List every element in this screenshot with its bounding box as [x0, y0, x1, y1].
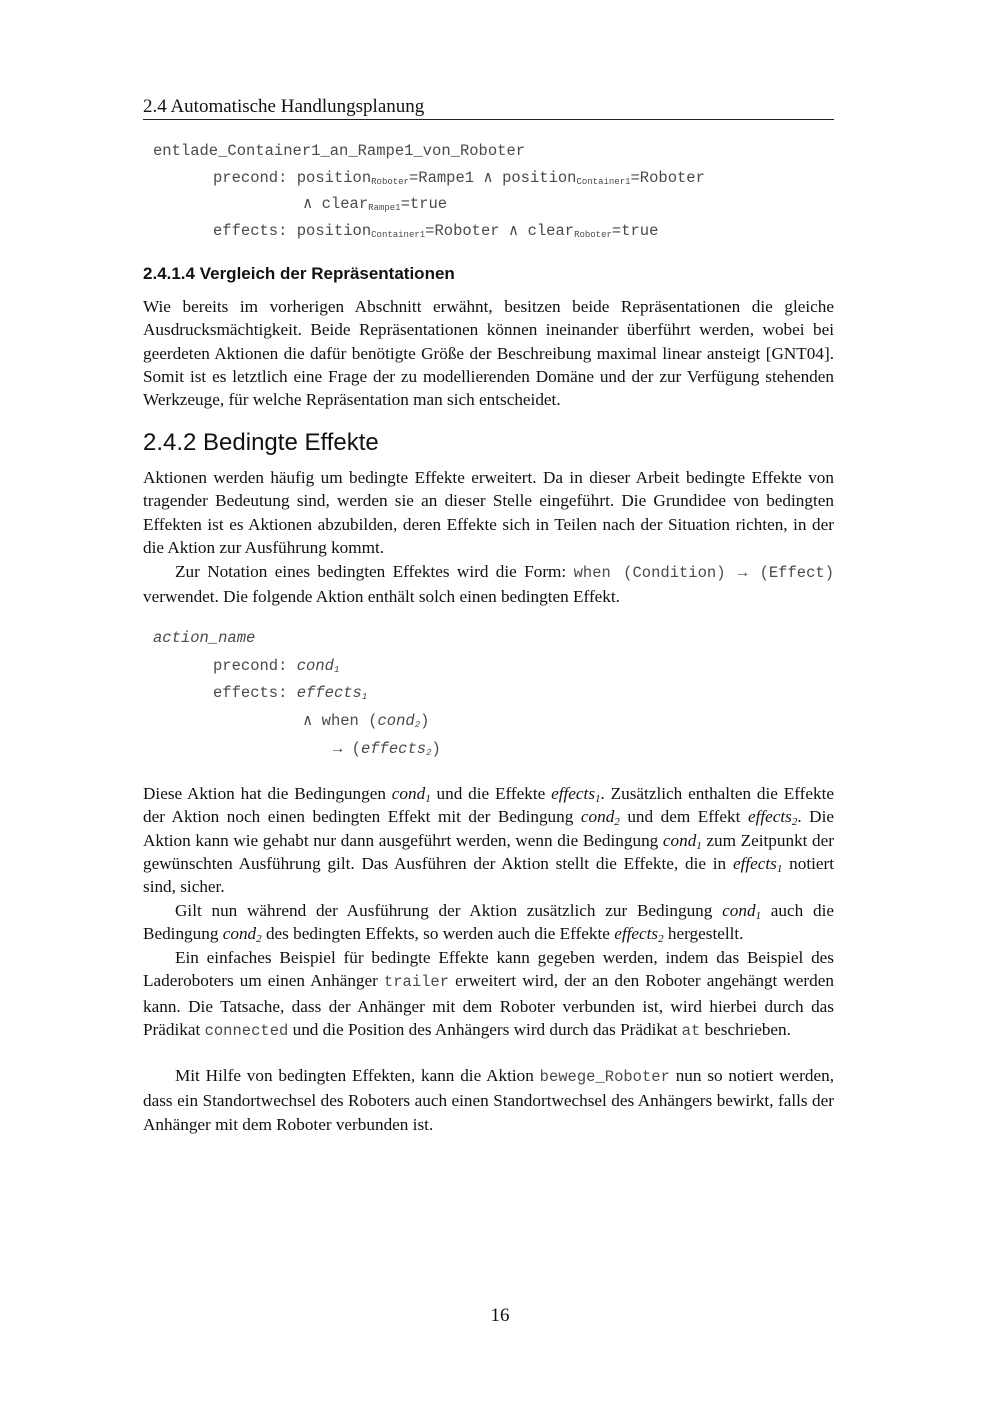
code-precond-line-2: ∧ clear$_{Rampe1}$=true	[303, 195, 448, 213]
code2-when-line: ∧ when (cond$_2$)	[303, 712, 430, 730]
code2-arrow-line: → (effects$_2$)	[333, 740, 441, 758]
code2-effects-line: effects: effects$_1$	[213, 684, 368, 702]
subsection-heading: 2.4.2 Bedingte Effekte	[143, 429, 379, 456]
code-action-name: entlade_Container1_an_Rampe1_von_Roboter	[153, 142, 526, 160]
code-connected: connected	[204, 1021, 289, 1040]
code-at: at	[681, 1021, 701, 1040]
header-rule	[143, 119, 834, 120]
paragraph-during-execution: Gilt nun während der Ausführung der Aktion zusätzlich zur Bedingung cond$_1$ auch die Bedingung cond$_2$ des bedingten Effekts, so werden auch die Effekte effects$_2$ hergestellt.	[143, 901, 834, 946]
paragraph-example: Ein einfaches Beispiel für bedingte Effekte kann gegeben werden, indem das Beispiel des Laderoboters um einen Anhänger trailer erweitert wird, der an den Roboter angehängt werden kann. Die Tatsache, dass der Anhänger mit dem Roboter verbunden ist, wird hierbei durch das Prädikat connected und die Position des Anhängers wird durch das Prädikat at beschrieben.	[143, 948, 834, 1040]
paragraph-move-robot: Mit Hilfe von bedingten Effekten, kann die Aktion bewege_Roboter nun so notiert werden, dass ein Standortwechsel des Roboters auch einen Standortwechsel des Anhängers bewirkt, falls der Anhänger mit dem Roboter verbunden ist.	[143, 1066, 834, 1134]
paragraph-action-explanation: Diese Aktion hat die Bedingungen cond$_1$ und die Effekte effects$_1$. Zusätzlich enthalten die Effekte der Aktion noch einen bedingten Effekt mit der Bedingung cond$_2$ und dem Effekt effects$_2$. Die Aktion kann wie gehabt nur dann ausgeführt werden, wenn die Bedingung cond$_1$ zum Zeitpunkt der gewünschten Ausführung gilt. Das Ausführen der Aktion stellt die Effekte, die in effects$_1$ notiert sind, sicher.	[143, 784, 835, 897]
paragraph-notation: Zur Notation eines bedingten Effektes wird die Form: when (Condition) → (Effect) verwendet. Die folgende Aktion enthält solch einen bedingten Effekt.	[143, 562, 834, 607]
paragraph-conditional-effects-intro: Aktionen werden häufig um bedingte Effekte erweitert. Da in dieser Arbeit bedingte Effekte von tragender Bedeutung sind, werden sie an dieser Stelle eingeführt. Die Grundidee von bedingten Effekten ist es Aktionen abzubilden, deren Effekte sich in Teilen nach der Situation richten, in der die Aktion zur Ausführung kommt.	[143, 468, 834, 557]
code-trailer: trailer	[383, 973, 450, 992]
page-number: 16	[490, 1305, 510, 1326]
code2-action-name: action_name	[153, 629, 256, 647]
code-effects-line: effects: position$_{Container1}$=Roboter ∧ clear$_{Roboter}$=true	[213, 222, 659, 240]
running-header: 2.4 Automatische Handlungsplanung	[143, 96, 425, 117]
notation-code: when (Condition) → (Effect)	[573, 564, 834, 582]
code2-precond-line: precond: cond$_1$	[213, 657, 340, 675]
code-bewege-roboter: bewege_Roboter	[539, 1068, 670, 1086]
section-heading: 2.4.1.4 Vergleich der Repräsentationen	[143, 264, 455, 283]
paragraph-comparison: Wie bereits im vorherigen Abschnitt erwähnt, besitzen beide Repräsentationen die gleiche Ausdrucksmächtigkeit. Beide Repräsentationen können ineinander überführt werden, wobei bei geerdeten Aktionen die dafür benötigte Größe der Beschreibung maximal linear ansteigt [GNT04]. Somit ist es letztlich eine Frage der zu modellierenden Domäne und der zur Verfügung stehenden Werkzeuge, für welche Repräsentation man sich entscheidet.	[143, 297, 834, 410]
code-precond-line: precond: position$_{Roboter}$=Rampe1 ∧ position$_{Container1}$=Roboter	[213, 169, 705, 187]
